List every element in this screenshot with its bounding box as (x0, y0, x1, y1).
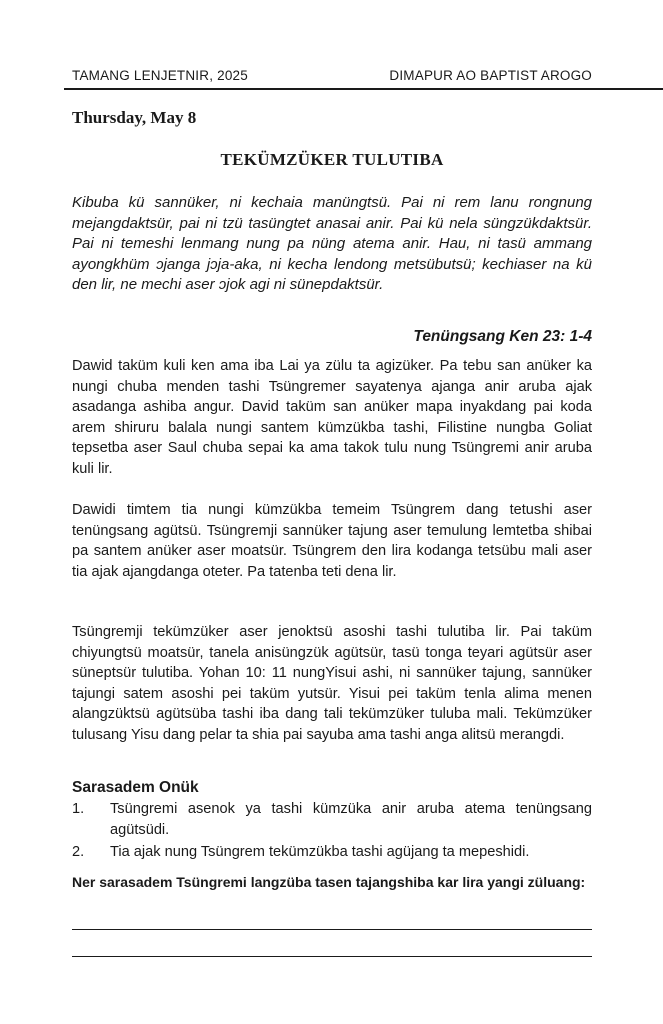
reflection-prompt: Ner sarasadem Tsüngremi langzüba tasen tajangshiba kar lira yangi züluang: (72, 874, 586, 890)
list-item-text: Tia ajak nung Tsüngrem tekümzükba tashi agüjang ta mepeshidi. (110, 844, 530, 860)
writing-line (72, 956, 592, 957)
list-item-number: 1. (72, 801, 85, 817)
discussion-heading: Sarasadem Onük (72, 779, 199, 796)
devotional-page (72, 0, 592, 1024)
list-item (72, 842, 592, 863)
writing-line (72, 929, 592, 930)
header-organization: DIMAPUR AO BAPTIST AROGO (389, 68, 592, 83)
discussion-list (72, 799, 592, 863)
body-paragraph-1: Dawid taküm kuli ken ama iba Lai ya zülu ta agizüker. Pa tebu san anüker ka nungi chuba menden tashi Tsüngremer sayatenya ajanga anir aruba ajak asadanga ashiba angur. David taküm san anüker mapa inyakdang pai koda arem shiruru balala nungi santem kümzükba tashi, Filistine nungba Goliat tepsetba aser Saul chuba sepai ka ama takok tulu nung Tsüngremi anir aruba kuli lir. (72, 358, 592, 477)
list-item (72, 799, 592, 840)
entry-title: TEKÜMZÜKER TULUTIBA (220, 150, 444, 169)
header-publication: TAMANG LENJETNIR, 2025 (72, 68, 248, 83)
list-item-number: 2. (72, 844, 85, 860)
scripture-reference: Tenüngsang Ken 23: 1-4 (413, 328, 592, 345)
body-paragraph-2: Dawidi timtem tia nungi kümzükba temeim Tsüngrem dang tetushi aser tenüngsang agütsü. Tsüngremji sannüker tajung aser temulung lemtetba shibai pa santem anüker aser moatsür. Tsüngrem den lira kodanga tetsübu mali aser tia ajak ajangdanga oteter. Pa tatenba teti dena lir. (72, 502, 592, 580)
header-divider (64, 88, 663, 90)
entry-date: Thursday, May 8 (72, 108, 197, 127)
page-header (72, 68, 592, 83)
body-paragraph-3: Tsüngremji tekümzüker aser jenoktsü asoshi tashi tulutiba lir. Pai taküm chiyungtsü moatsür, tanela anisüngzük agütsür, tasü tonga teyari agütsür aser süneptsür tulutiba. Yohan 10: 11 nungYisui ashi, ni sannüker tajung, sannüker tajungi satem asoshi pei taküm yutsür. Yisui pei taküm tenla alima menen alangzüktsü agütsüba tashi iba dang tali tekümzüker tuluba mali. Tekümzüker tulusang Yisu dang pelar ta shia pai sayuba ama tashi anga alitsü merangdi. (72, 624, 592, 743)
list-item-text: Tsüngremi asenok ya tashi kümzüka anir aruba atema tenüngsang agütsüdi. (110, 801, 592, 838)
scripture-verse: Kibuba kü sannüker, ni kechaia manüngtsü. Pai ni rem lanu rongnung mejangdaktsür, pai ni tzü tasüngtet anasai anir. Pai kü nela süngzükdaktsür. Pai ni temeshi lenmang nung pa nüng atema anir. Hau, ni tasü ammang ayongkhüm ɔjanga jɔja-aka, ni kecha lendong metsübutsü; kechiaser na kü den lir, ne mechi aser ɔjok agi ni sünepdaktsür. (72, 194, 592, 294)
